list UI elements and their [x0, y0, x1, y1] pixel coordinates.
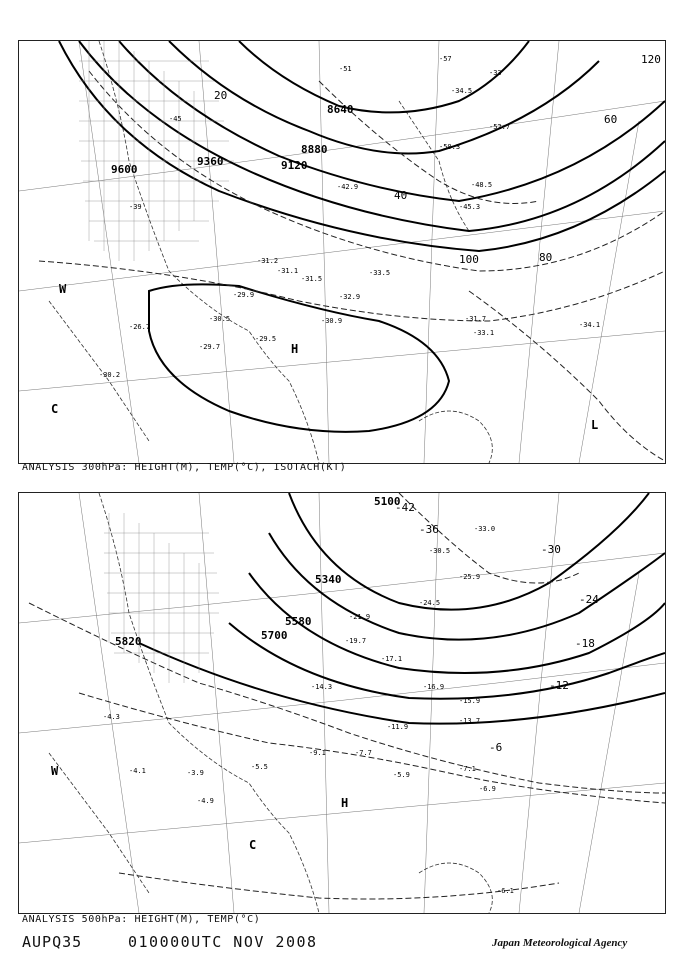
station-label: -14.3: [311, 683, 333, 691]
station-label: -21.9: [349, 613, 371, 621]
station-label: -3.9: [187, 769, 204, 777]
isotherms: [39, 71, 665, 461]
station-label: -16.9: [423, 683, 445, 691]
height-label-5580: 5580: [285, 615, 312, 628]
height-labels: [111, 103, 354, 176]
isotach-label-120: 120: [641, 53, 661, 66]
temp-label: -32.9: [339, 293, 361, 301]
isotach-label-60: 60: [604, 113, 618, 126]
station-label: -33.0: [474, 525, 496, 533]
isotach-label-100: 100: [459, 253, 479, 266]
height-label-5100: 5100: [374, 495, 401, 508]
temp-label: -30.9: [321, 317, 343, 325]
bottom-panel-caption: ANALYSIS 500hPa: HEIGHT(M), TEMP(°C): [22, 914, 261, 925]
temp-label: -33: [489, 69, 502, 77]
warm-center: W: [51, 764, 59, 778]
height-label-9600: 9600: [111, 163, 138, 176]
isotherms: [29, 493, 665, 899]
temp-label: -29.9: [233, 291, 255, 299]
height-label-9120: 9120: [281, 159, 308, 172]
station-label: -4.1: [129, 767, 146, 775]
cold-center: C: [249, 838, 257, 852]
map-300hpa: [18, 40, 666, 464]
station-label: -6.1: [497, 887, 514, 895]
high-center: H: [291, 342, 299, 356]
height-label-5340: 5340: [315, 573, 342, 586]
isotach-label-80: 80: [539, 251, 553, 264]
temp-label: -34.1: [579, 321, 601, 329]
chart-id: AUPQ35: [22, 933, 83, 951]
station-label: -25.9: [459, 573, 481, 581]
map-500hpa: [18, 492, 666, 914]
temp-label: -29.7: [199, 343, 221, 351]
temp-contour-label: -12: [549, 679, 569, 692]
station-label: -5.9: [393, 771, 410, 779]
temp-label: -31.1: [277, 267, 299, 275]
temp-contour-label: -24: [579, 593, 599, 606]
top-panel-caption: ANALYSIS 300hPa: HEIGHT(M), TEMP(°C), ISOTACH(KT): [22, 462, 347, 473]
temp-contour-labels: [395, 501, 599, 754]
low-center: L: [591, 418, 599, 432]
temp-label: -42.9: [337, 183, 359, 191]
temp-label: -26.7: [129, 323, 151, 331]
temp-label: -48.5: [471, 181, 493, 189]
station-label: -9.1: [309, 749, 326, 757]
pressure-centers: [51, 282, 601, 432]
temp-label: -31.7: [465, 315, 487, 323]
temp-contour-label: -42: [395, 501, 415, 514]
height-label-5820: 5820: [115, 635, 142, 648]
station-label: -4.3: [103, 713, 120, 721]
map-300hpa-svg: [19, 41, 665, 463]
height-label-5700: 5700: [261, 629, 288, 642]
station-label: -24.5: [419, 599, 441, 607]
coastline: [49, 41, 495, 463]
temp-label: -39: [129, 203, 142, 211]
isotach-label-20: 20: [214, 89, 228, 102]
cold-center: C: [51, 402, 59, 416]
temp-label: -51: [339, 65, 352, 73]
temp-label: -33.1: [473, 329, 495, 337]
height-label-8640: 8640: [327, 103, 354, 116]
temp-contour-label: -6: [489, 741, 503, 754]
station-label: -4.9: [197, 797, 214, 805]
temp-contour-label: -30: [541, 543, 561, 556]
station-plots: [103, 525, 514, 895]
temp-label: -30.5: [209, 315, 231, 323]
height-label-9360: 9360: [197, 155, 224, 168]
temp-contour-label: -18: [575, 637, 595, 650]
temp-label: -30.2: [99, 371, 121, 379]
station-label: -15.9: [459, 697, 481, 705]
station-label: -19.7: [345, 637, 367, 645]
high-center: H: [341, 796, 349, 810]
station-label: -11.9: [387, 723, 409, 731]
station-label: -6.9: [479, 785, 496, 793]
station-label: -13.7: [459, 717, 481, 725]
height-contours: [59, 41, 665, 432]
station-label: -5.5: [251, 763, 268, 771]
isotach-label-40: 40: [394, 189, 408, 202]
temp-contour-label: -36: [419, 523, 439, 536]
warm-center: W: [59, 282, 67, 296]
temp-label: -52.7: [489, 123, 511, 131]
temp-label: -33.5: [369, 269, 391, 277]
station-label: -7.7: [355, 749, 372, 757]
agency-name: Japan Meteorological Agency: [492, 937, 628, 949]
temp-label: -57: [439, 55, 452, 63]
station-label: -7.1: [459, 765, 476, 773]
height-labels: [115, 495, 401, 648]
temp-label: -34.5: [451, 87, 473, 95]
temp-label: -29.5: [255, 335, 277, 343]
temp-label: -31.5: [301, 275, 323, 283]
temp-label: -50.3: [439, 143, 461, 151]
graticule: [19, 493, 665, 913]
map-500hpa-svg: [19, 493, 665, 913]
temp-label: -31.2: [257, 257, 279, 265]
hatched-area: [104, 513, 219, 683]
temp-label: -45: [169, 115, 182, 123]
height-label-8880: 8880: [301, 143, 328, 156]
valid-time: 010000UTC NOV 2008: [128, 933, 318, 951]
station-label: -30.5: [429, 547, 451, 555]
pressure-centers: [51, 764, 348, 852]
coastline: [49, 493, 492, 913]
temp-label: -45.3: [459, 203, 481, 211]
station-label: -17.1: [381, 655, 403, 663]
